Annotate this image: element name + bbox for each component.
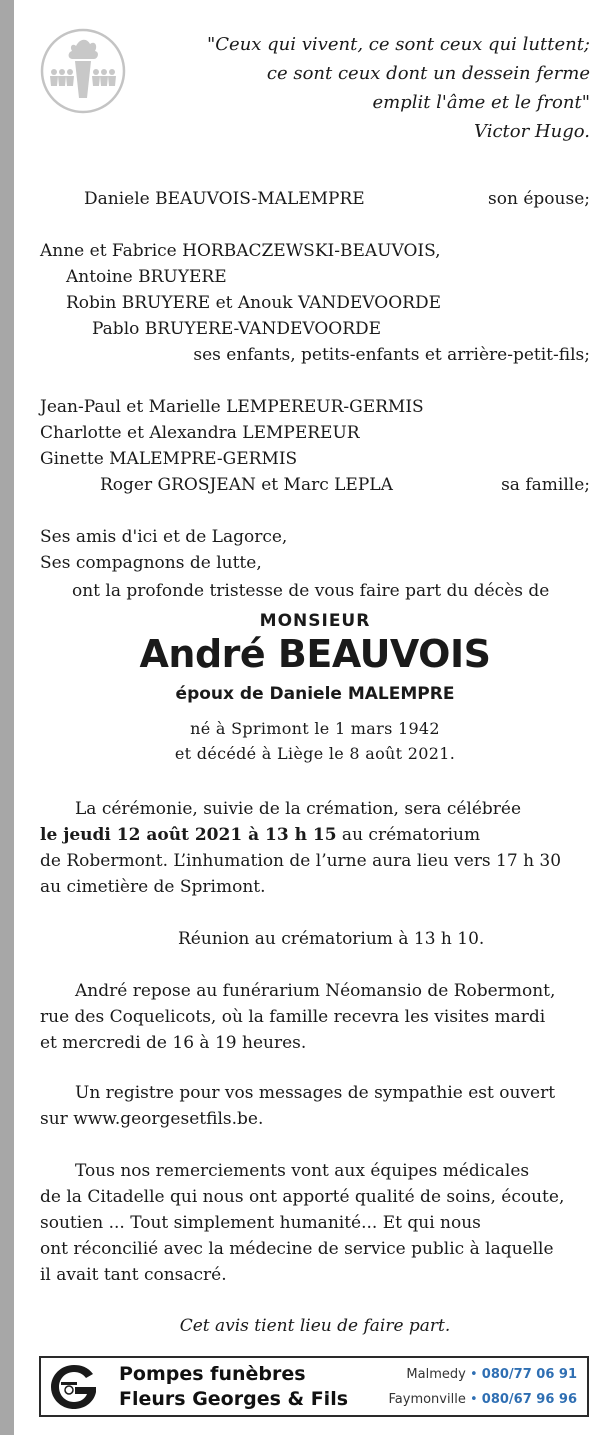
deceased-title: MONSIEUR (259, 611, 371, 631)
victor-hugo-quote (207, 30, 590, 146)
ceremony-line: La cérémonie, suivie de la crémation, sera célébrée (75, 799, 522, 819)
contact-phone: 080/77 06 91 (481, 1367, 577, 1382)
meeting-info: Réunion au crématorium à 13 h 10. (178, 929, 485, 949)
banner-title-line1: Pompes funèbres (119, 1363, 306, 1385)
friends-line: Ses amis d'ici et de Lagorce, (40, 527, 288, 547)
registry-line: Un registre pour vos messages de sympathie est ouvert (75, 1083, 556, 1103)
family-member: Robin BRUYERE et Anouk VANDEVOORDE (66, 293, 441, 313)
torch-emblem-icon (40, 28, 126, 114)
announcement-line: ont la profonde tristesse de vous faire part du décès de (72, 581, 550, 601)
repose-line: rue des Coquelicots, où la famille recevra les visites mardi (40, 1007, 546, 1027)
quote-line: ce sont ceux dont un dessein ferme (266, 63, 590, 84)
ceremony-date: le jeudi 12 août 2021 à 13 h 15 (40, 825, 337, 845)
ceremony-place: au crématorium (336, 825, 481, 845)
ceremony-paragraph (40, 796, 561, 900)
left-margin-bar (0, 0, 14, 1435)
thanks-line: de la Citadelle qui nous ont apporté qualité de soins, écoute, (40, 1187, 565, 1207)
quote-line: emplit l'âme et le front" (372, 92, 590, 113)
spouse-relation: son épouse; (488, 189, 590, 209)
thanks-paragraph (40, 1158, 564, 1288)
repose-line: André repose au funérarium Néomansio de Robermont, (75, 981, 556, 1001)
ceremony-line (40, 822, 561, 848)
funeral-home-banner (39, 1356, 589, 1417)
closing-note: Cet avis tient lieu de faire part. (179, 1316, 451, 1336)
repose-paragraph (40, 978, 555, 1056)
family-member: Roger GROSJEAN et Marc LEPLA (100, 475, 393, 495)
contact-faymonville (389, 1392, 578, 1407)
spouse-name: Daniele BEAUVOIS-MALEMPRE (84, 189, 365, 209)
repose-line: et mercredi de 16 à 19 heures. (40, 1033, 307, 1053)
family-member: Anne et Fabrice HORBACZEWSKI-BEAUVOIS, (40, 241, 441, 261)
georges-logo-icon (47, 1362, 101, 1412)
banner-title-line2: Fleurs Georges & Fils (119, 1388, 349, 1410)
quote-line: "Ceux qui vivent, ce sont ceux qui luttent; (206, 34, 590, 55)
registry-line: sur www.georgesetfils.be. (40, 1109, 264, 1129)
family-member: Jean-Paul et Marielle LEMPEREUR-GERMIS (40, 397, 424, 417)
death-info: et décédé à Liège le 8 août 2021. (174, 744, 456, 763)
contact-malmedy (406, 1367, 577, 1382)
family-member: Charlotte et Alexandra LEMPEREUR (40, 423, 360, 443)
quote-author: Victor Hugo. (474, 121, 590, 142)
relatives-relation: sa famille; (501, 475, 590, 495)
deceased-spouse: époux de Daniele MALEMPRE (175, 684, 455, 704)
children-relation: ses enfants, petits-enfants et arrière-petit-fils; (193, 345, 590, 365)
contact-place: Malmedy (406, 1367, 466, 1382)
contact-place: Faymonville (388, 1392, 466, 1407)
birth-info: né à Sprimont le 1 mars 1942 (190, 719, 440, 738)
contact-phone: 080/67 96 96 (481, 1392, 577, 1407)
family-member: Ginette MALEMPRE-GERMIS (40, 449, 298, 469)
thanks-line: il avait tant consacré. (40, 1265, 227, 1285)
separator-dot: • (469, 1392, 478, 1407)
family-member: Pablo BRUYERE-VANDEVOORDE (92, 319, 382, 339)
friends-line: Ses compagnons de lutte, (40, 553, 262, 573)
thanks-line: ont réconcilié avec la médecine de service public à laquelle (40, 1239, 554, 1259)
thanks-line: Tous nos remerciements vont aux équipes médicales (75, 1161, 530, 1181)
thanks-line: soutien ... Tout simplement humanité... Et qui nous (40, 1213, 481, 1233)
ceremony-line: au cimetière de Sprimont. (40, 877, 266, 897)
separator-dot: • (469, 1367, 478, 1382)
registry-paragraph (40, 1080, 555, 1132)
ceremony-line: de Robermont. L’inhumation de l’urne aura lieu vers 17 h 30 (40, 851, 562, 871)
family-member: Antoine BRUYERE (66, 267, 227, 287)
deceased-name: André BEAUVOIS (139, 632, 491, 676)
